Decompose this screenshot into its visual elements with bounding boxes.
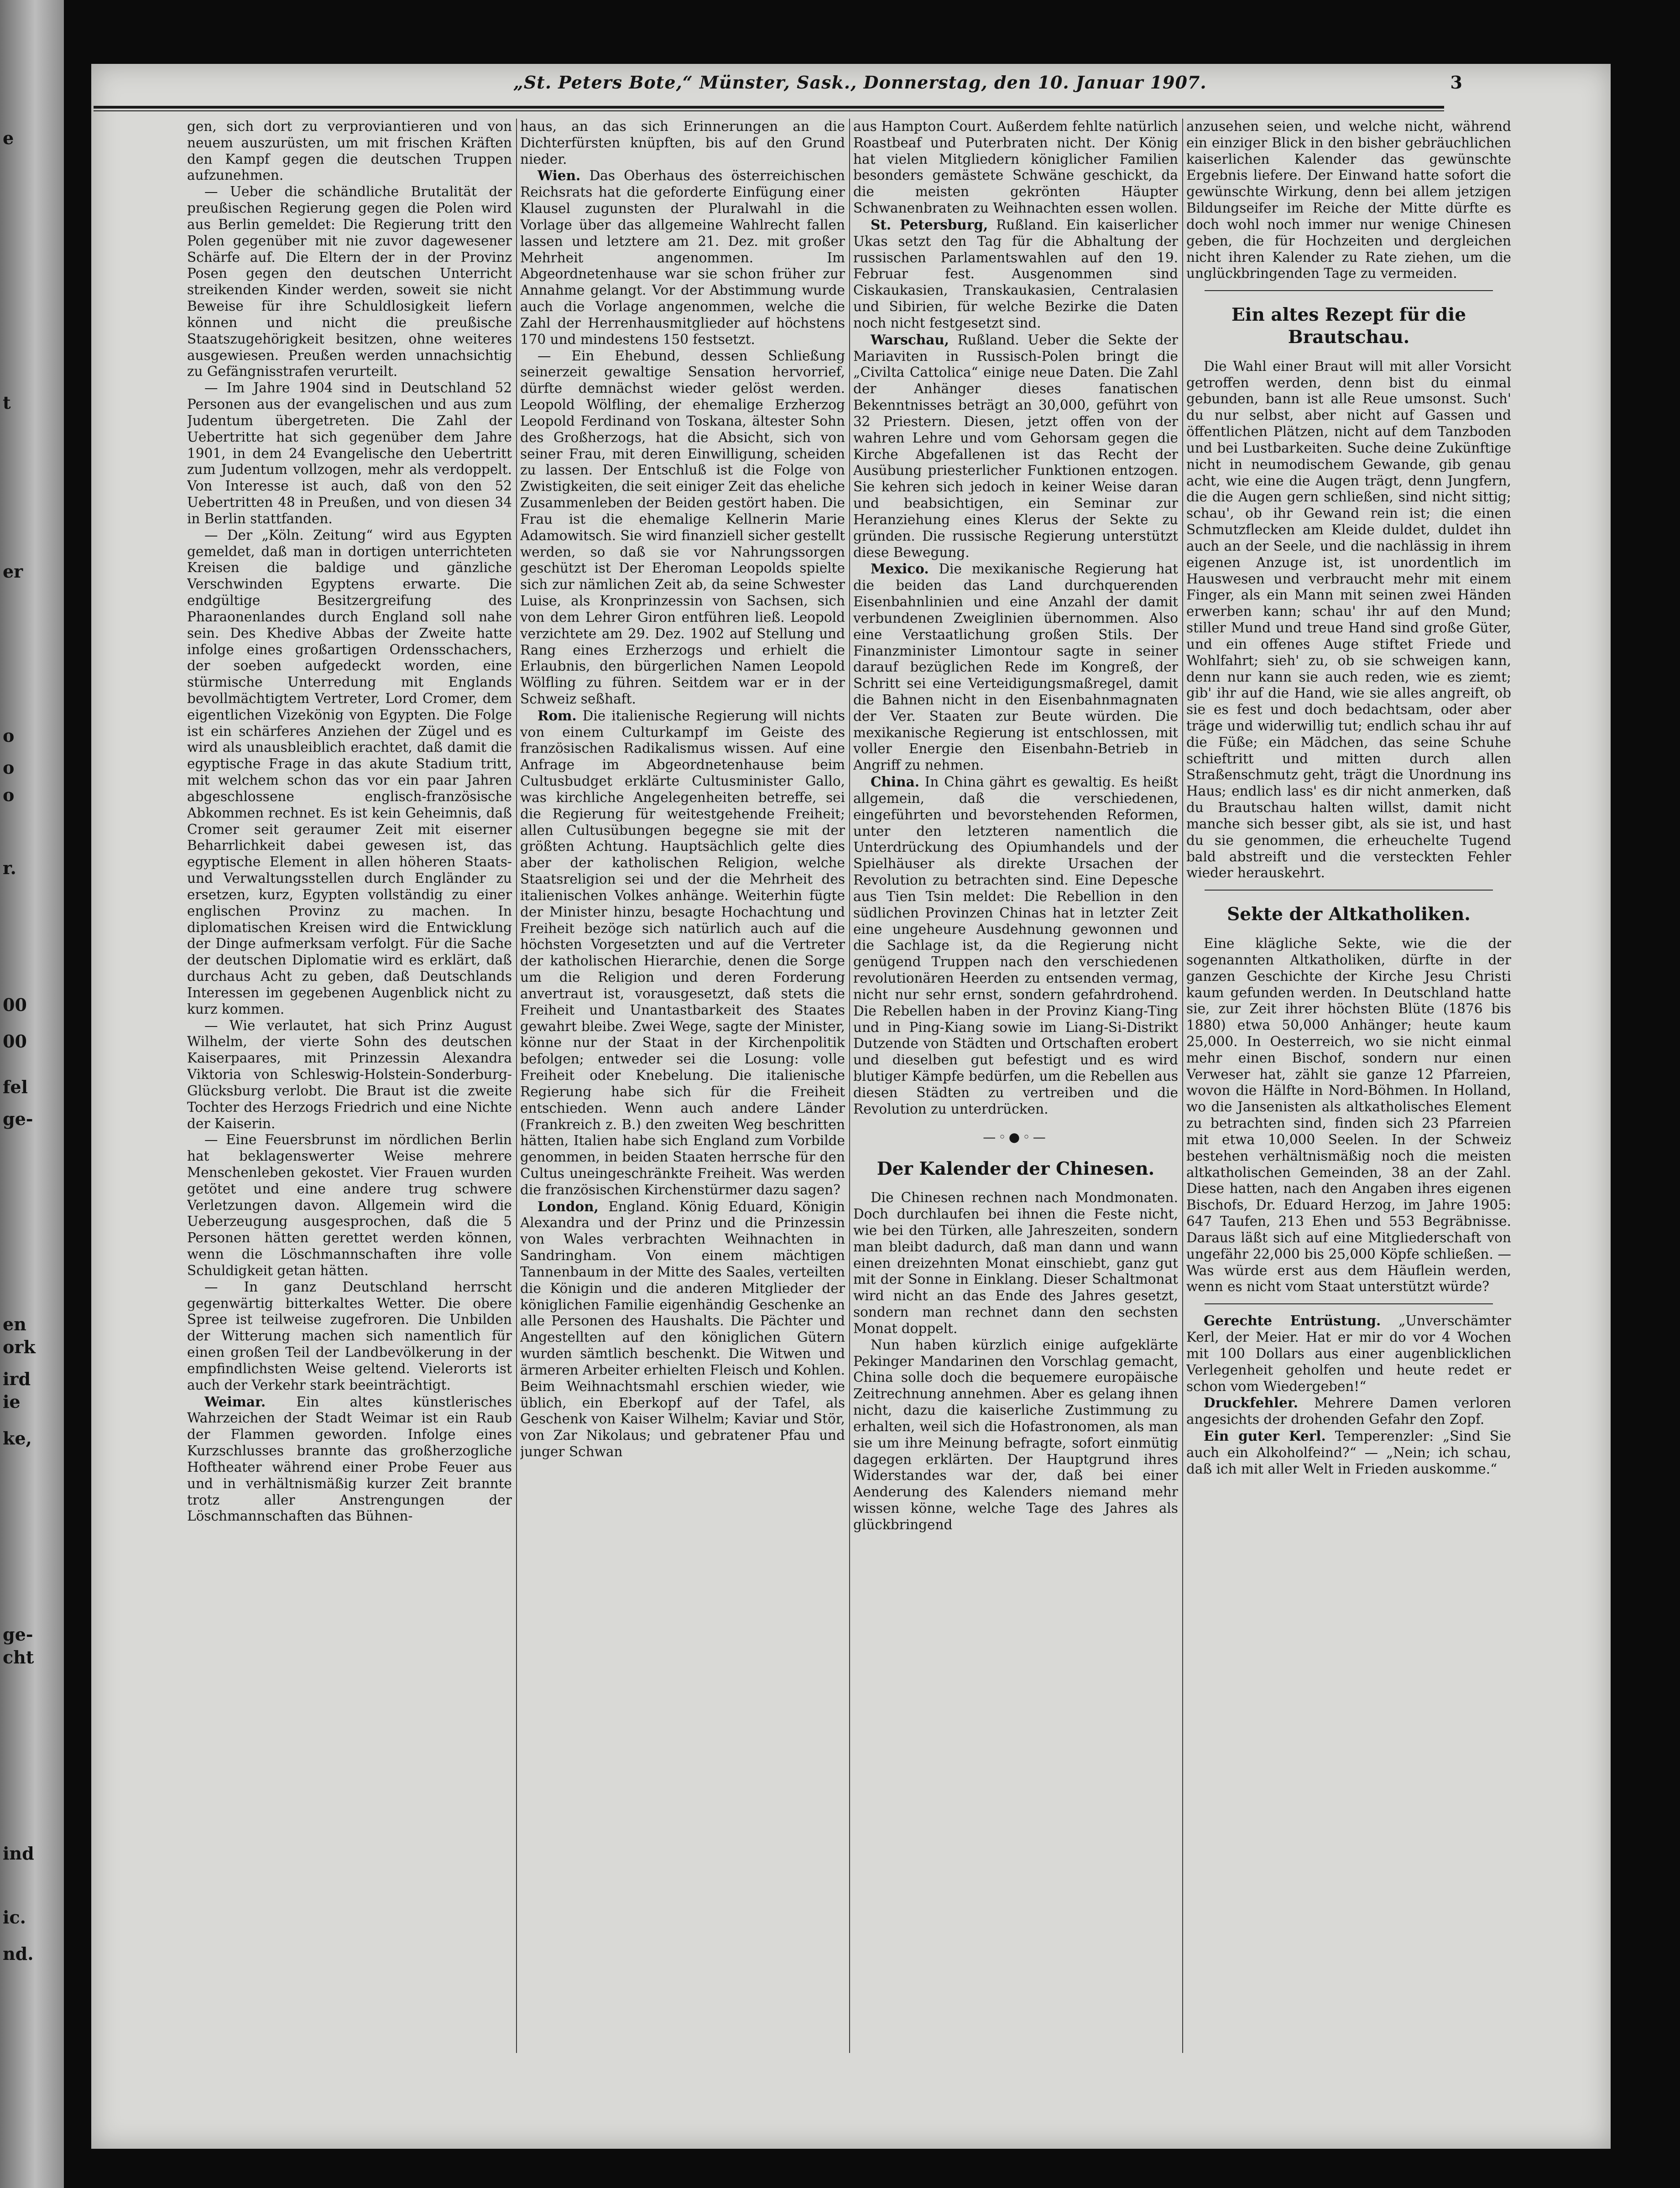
article-heading: Sekte der Altkatholiken. <box>1227 904 1471 925</box>
article-paragraph <box>853 561 1178 774</box>
prev-fragment: o <box>3 725 15 746</box>
prev-fragment: r. <box>3 858 16 878</box>
article-text: Rußland. Ueber die Sekte der Mariaviten in Russisch-Polen bringt die „Civilta Cattolica“ einige neue Daten. Die Zahl der Anhänger dieses fanatischen Bekenntnisses beträgt an 30,000, geführt von 32 Priestern. Diesen, jetzt offen von der wahren Lehre und vom Gehorsam gegen die Kirche Abgefallenen ist das Recht der Ausübung priesterlicher Funktionen entzogen. Sie kehren sich jedoch in keiner Weise daran und beabsichtigen, ein Seminar zur Heranziehung eines Klerus der Sekte zu gründen. Die russische Regierung unterstützt diese Bewegung. <box>853 332 1178 560</box>
article-paragraph: — In ganz Deutschland herrscht gegenwärtig bitterkaltes Wetter. Die obere Spree ist teilweise zugefroren. Die Unbilden der Witterung machen sich namentlich für einen großen Teil der Landbevölkerung in der empfindlichsten Weise geltend. Vielerorts ist auch der Verkehr stark beeinträchtigt. <box>187 1279 512 1393</box>
prev-fragment: en <box>3 1314 26 1334</box>
article-text: Die italienische Regierung will nichts von einem Culturkampf im Geiste des französischen Radikalismus wissen. Auf eine Anfrage im Abgeordnetenhause beim Cultusbudget erklärte Cultusminister Gallo, was kirchliche Angelegenheiten betreffe, sei die Regierung für weitestgehende Freiheit; allen Cultusübungen begegne sie mit der größten Achtung. Hauptsächlich gelte dies aber der katholischen Religion, welche Staatsreligion sei und der die Mehrheit des italienischen Volkes anhänge. Weiterhin fügte der Minister hinzu, besagte Hochachtung und Freiheit bezöge sich natürlich auch auf die höchsten Vorgesetzten und auf die Vertreter der katholischen Hierarchie, denen die Sorge um die Religion und deren Forderung anvertraut ist, vorausgesetzt, daß stets die Freiheit und Unantastbarkeit des Staates gewahrt bleibe. Zwei Wege, sagte der Minister, könne nur der Staat in der Kirchenpolitik befolgen; entweder sei die Losung: volle Freiheit oder Knebelung. Die italienische Regierung habe sich für die Freiheit entschieden. Wenn auch andere Länder (Frankreich z. B.) den zweiten Weg beschritten hätten, Italien habe sich England zum Vorbilde genommen, in beiden Staaten herrsche für den Cultus uneingeschränkte Freiheit. Was werden die französischen Kirchenstürmer dazu sagen? <box>520 708 845 1198</box>
prev-fragment: ind <box>3 1843 34 1864</box>
prev-fragment: 00 <box>3 995 27 1015</box>
column-4 <box>1186 119 1511 2053</box>
article-paragraph: Eine klägliche Sekte, wie die der sogenannten Altkatholiken, dürfte in der ganzen Geschichte der Kirche Jesu Christi kaum gefunden werden. In Deutschland hatte sie, zur Zeit ihrer höchsten Blüte (1876 bis 1880) etwa 50,000 Anhänger; heute kaum 25,000. In Oesterreich, wo sie nicht einmal mehr einen Bischof, sondern nur einen Verweser hat, zählt sie ganze 12 Pfarreien, wovon die Hälfte in Nord-Böhmen. In Holland, wo die Jansenisten als altkatholisches Element zu betrachten sind, finden sich 23 Pfarreien mit etwa 10,000 Seelen. In der Schweiz bestehen verhältnismäßig noch die meisten altkatholischen Gemeinden, 38 an der Zahl. Diese hatten, nach den Angaben ihres eigenen Bischofs, Dr. Eduard Herzog, im Jahre 1905: 647 Taufen, 213 Ehen und 553 Begräbnisse. Daraus läßt sich auf eine Mitgliederschaft von ungefähr 22,000 bis 25,000 Köpfe schließen. — Was würde erst aus dem Häuflein werden, wenn es nicht vom Staat unterstützt würde? <box>1186 936 1511 1295</box>
article-text: Die mexikanische Regierung hat die beiden das Land durchquerenden Eisenbahnlinien und eine Anzahl der damit verbundenen Zweiglinien übernommen. Also eine Verstaatlichung großen Stils. Der Finanzminister Limontour sagte in seiner darauf bezüglichen Rede im Kongreß, der Schritt sei eine Verteidigungsmaßregel, damit die Bahnen nicht in den Eisenbahnmagnaten der Ver. Staaten zur Beute würden. Die mexikanische Regierung ist entschlossen, mit voller Energie den Eisenbahn-Betrieb in Angriff zu nehmen. <box>853 561 1178 773</box>
article-paragraph <box>520 708 845 1198</box>
article-heading: Der Kalender der Chinesen. <box>877 1158 1155 1179</box>
article-paragraph <box>853 774 1178 1117</box>
prev-fragment: er <box>3 561 23 582</box>
article-text: Ein altes künstlerisches Wahrzeichen der Stadt Weimar ist ein Raub der Flammen geworden. Infolge eines Kurzschlusses brannte das großherzogliche Hoftheater während einer Probe Feuer aus und in verhältnismäßig kurzer Zeit brannte trotz aller Anstrengungen der Löschmannschaften das Bühnen- <box>187 1394 512 1524</box>
ornament-divider: —◦●◦— <box>983 1129 1049 1145</box>
article-paragraph: aus Hampton Court. Außerdem fehlte natürlich Roastbeaf und Puterbraten nicht. Der König hat vielen Mitgliedern königlicher Familien besonders gemästete Schwäne geschickt, da die meisten gekrönten Häupter Schwanenbraten zu Weihnachten essen wollen. <box>853 119 1178 216</box>
dateline: Rom. <box>537 707 577 724</box>
prev-fragment: ke, <box>3 1428 32 1448</box>
article-paragraph: — Der „Köln. Zeitung“ wird aus Egypten gemeldet, daß man in dortigen unterrichteten Kreisen die baldige und gänzliche Verschwinden Egyptens erwarte. Die endgültige Besitzergreifung des Pharaonenlandes durch England soll nahe sein. Des Khedive Abbas der Zweite hatte infolge eines großartigen Ordensschachers, der soeben aufgedeckt worden, eine stürmische Unterredung mit Englands bevollmächtigtem Vertreter, Lord Cromer, dem eigentlichen Vizekönig von Egypten. Die Folge ist ein schärferes Anziehen der Zügel und es wird als unausbleiblich erachtet, daß damit die egyptische Frage in das akute Stadium tritt, mit welchem schon das vor ein paar Jahren abgeschlossene englisch-französische Abkommen rechnet. Es ist kein Geheimnis, daß Cromer seit geraumer Zeit mit eiserner Beharrlichkeit dabei gewesen ist, das egyptische Element in allen höheren Staats- und Verwaltungsstellen durch Engländer zu ersetzen, kurz, Egypten vollständig zu einer englischen Provinz zu machen. In diplomatischen Kreisen wird die Entwicklung der Dinge aufmerksam verfolgt. Für die Sache der deutschen Diplomatie wird es erklärt, daß durchaus Acht zu geben, daß Deutschlands Interessen im gegebenen Augenblick nicht zu kurz kommen. <box>187 527 512 1017</box>
article-paragraph: — Eine Feuersbrunst im nördlichen Berlin hat beklagenswerter Weise mehrere Menschenleben gekostet. Vier Frauen wurden getötet und eine andere trug schwere Verletzungen davon. Allgemein wird die Ueberzeugung ausgesprochen, daß die 5 Personen hätten gerettet werden können, wenn die Löschmannschaften ihre volle Schuldigkeit getan hätten. <box>187 1132 512 1278</box>
article-paragraph: haus, an das sich Erinnerungen an die Dichterfürsten knüpften, bis auf den Grund nieder. <box>520 119 845 167</box>
joke-title: Ein guter Kerl. <box>1204 1428 1326 1444</box>
prev-fragment: ic. <box>3 1907 26 1928</box>
column-separator <box>849 119 850 2053</box>
article-paragraph <box>520 1198 845 1460</box>
article-paragraph: — Ein Ehebund, dessen Schließung seinerzeit gewaltige Sensation hervorrief, dürfte demnächst wieder gelöst werden. Leopold Wölfling, der ehemalige Erzherzog Leopold Ferdinand von Toskana, ältester Sohn des Großherzogs, hat die Absicht, sich von seiner Frau, mit deren Einwilligung, scheiden zu lassen. Der Entschluß ist die Folge von Zwistigkeiten, die seit einiger Zeit das eheliche Zusammenleben der Beiden gestört haben. Die Frau ist die ehemalige Kellnerin Marie Adamowitsch. Sie wird finanziell sicher gestellt werden, so daß sie vor Nahrungssorgen geschützt ist Der Eheroman Leopolds spielte sich zur nämlichen Zeit ab, da seine Schwester Luise, als Kronprinzessin von Sachsen, sich von dem Lehrer Giron entführen ließ. Leopold verzichtete am 29. Dez. 1902 auf Stellung und Rang eines Erzherzogs und erhielt die Erlaubnis, den bürgerlichen Namen Leopold Wölfling zu führen. Seitdem war er in der Schweiz seßhaft. <box>520 348 845 707</box>
column-3 <box>853 119 1178 2053</box>
article-paragraph: anzusehen seien, und welche nicht, während ein einziger Blick in den bisher gebräuchlichen kaiserlichen Kalender das gewünschte Ergebnis liefere. Der Einwand hatte sofort die gewünschte Wirkung, denn bei allem jetzigen Bildungseifer im Reiche der Mitte dürfte es doch wohl noch immer nur wenige Chinesen geben, die für Hochzeiten und dergleichen nicht ihren Kalender zu Rate ziehen, um die unglückbringenden Tage zu vermeiden. <box>1186 119 1511 281</box>
dateline: London, <box>537 1198 599 1214</box>
prev-fragment: nd. <box>3 1943 34 1964</box>
prev-fragment: e <box>3 128 14 148</box>
prev-fragment: 00 <box>3 1031 27 1052</box>
article-paragraph: gen, sich dort zu verproviantieren und von neuem auszurüsten, um mit frischen Kräften den Kampf gegen die deutschen Truppen aufzunehmen. <box>187 119 512 183</box>
prev-fragment: ge- <box>3 1109 33 1129</box>
article-text: England. König Eduard, Königin Alexandra und der Prinz und die Prinzessin von Wales verbrachten Weihnachten in Sandringham. Von einem mächtigen Tannenbaum in der Mitte des Saales, verteilten die Königin und die anderen Mitglieder der königlichen Familie eigenhändig Geschenke an alle Personen des Haushalts. Die Pächter und Angestellten auf den königlichen Gütern wurden sämtlich beschenkt. Die Witwen und ärmeren Arbeiter erhielten Fleisch und Kohlen. Beim Weihnachtsmahl erschien wieder, wie üblich, ein Eberkopf auf der Tafel, als Geschenk von Kaiser Wilhelm; Kaviar und Stör, von Zar Nikolaus; und gebratener Pfau und junger Schwan <box>520 1198 845 1460</box>
dateline: Warschau, <box>871 331 950 348</box>
previous-page-edge <box>0 0 64 2188</box>
page-number: 3 <box>1450 72 1462 93</box>
dateline: Mexico. <box>871 561 929 577</box>
article-paragraph: — Ueber die schändliche Brutalität der preußischen Regierung gegen die Polen wird aus Berlin gemeldet: Die Regierung tritt den Polen gegenüber mit nie zuvor dagewesener Schärfe auf. Die Eltern der in der Provinz Posen gegen den deutschen Unterricht streikenden Kinder werden, soweit sie nicht Beweise für ihre Schuldlosigkeit liefern können und nicht die preußische Staatszugehörigkeit besitzen, ohne weiteres ausgewiesen. Preußen werden unnachsichtig zu Gefängnisstrafen verurteilt. <box>187 184 512 380</box>
article-paragraph: Die Chinesen rechnen nach Mondmonaten. Doch durchlaufen bei ihnen die Feste nicht, wie bei den Türken, alle Jahreszeiten, sondern man bleibt dadurch, daß man dann und wann einen dreizehnten Monat einschiebt, ganz gut mit der Sonne in Einklang. Dieser Schaltmonat wird nicht an das Ende des Jahres gesetzt, sondern man rechnet dann den sechsten Monat doppelt. <box>853 1190 1178 1336</box>
prev-fragment: cht <box>3 1647 34 1667</box>
dateline: Weimar. <box>204 1393 266 1410</box>
page-header <box>94 68 1462 105</box>
article-text: Das Oberhaus des österreichischen Reichsrats hat die geforderte Einfügung einer Klausel zugunsten der Pluralwahl in die Vorlage über das allgemeine Wahlrecht fallen lassen und letztere am 21. Dez. mit großer Mehrheit angenommen. Im Abgeordnetenhause war sie schon früher zur Annahme gelangt. Vor der Abstimmung wurde auch die Vorlage angenommen, welche die Zahl der Herrenhausmitglieder auf höchstens 170 und mindestens 150 festsetzt. <box>520 168 845 347</box>
article-paragraph <box>853 217 1178 332</box>
masthead-line: „St. Peters Bote,“ Münster, Sask., Donnerstag, den 10. Januar 1907. <box>513 72 1207 93</box>
prev-fragment: ge- <box>3 1624 33 1645</box>
prev-fragment: t <box>3 392 11 413</box>
column-separator <box>1182 119 1183 2053</box>
article-paragraph: — Wie verlautet, hat sich Prinz August Wilhelm, der vierte Sohn des deutschen Kaiserpaares, mit Prinzessin Alexandra Viktoria von Schleswig-Holstein-Sonderburg-Glücksburg verlobt. Die Braut ist die zweite Tochter des Herzogs Friedrich und eine Nichte der Kaiserin. <box>187 1017 512 1131</box>
prev-fragment: ie <box>3 1391 21 1412</box>
article-paragraph <box>520 167 845 348</box>
joke-paragraph <box>1186 1313 1511 1395</box>
prev-fragment: o <box>3 785 15 805</box>
joke-title: Gerechte Entrüstung. <box>1204 1313 1381 1329</box>
section-rule <box>1205 890 1493 891</box>
joke-title: Druckfehler. <box>1204 1395 1298 1411</box>
article-paragraph <box>187 1394 512 1525</box>
column-separator <box>516 119 517 2053</box>
prev-fragment: ird <box>3 1369 31 1389</box>
column-2 <box>520 119 845 2053</box>
article-paragraph: Nun haben kürzlich einige aufgeklärte Pekinger Mandarinen den Vorschlag gemacht, China solle doch die bequemere europäische Zeitrechnung annehmen. Aber es gelang ihnen nicht, dazu die kaiserliche Zustimmung zu erhalten, weil sich die Hofastronomen, als man sie um ihre Meinung befragte, sofort einmütig dagegen erklärten. Der Hauptgrund ihres Widerstandes war der, daß bei einer Aenderung des Kalenders niemand mehr wissen könne, welche Tage des Jahres als glückbringend <box>853 1337 1178 1532</box>
article-paragraph: — Im Jahre 1904 sind in Deutschland 52 Personen aus der evangelischen und aus zum Judentum übergetreten. Die Zahl der Uebertritte hat sich gegenüber dem Jahre 1901, in dem 24 Evangelische den Uebertritt zum Judentum vollzogen, mehr als verdoppelt. Von Interesse ist auch, daß von den 52 Uebertritten 48 in Preußen, und von diesen 34 in Berlin stattfanden. <box>187 380 512 526</box>
section-rule <box>1205 1303 1493 1304</box>
joke-text: „Unverschämter Kerl, der Meier. Hat er mir do vor 4 Wochen mit 100 Dollars aus einer augenblicklichen Verlegenheit geholfen und heute redet er schon vom Wiedergeben!“ <box>1186 1313 1511 1394</box>
dateline: China. <box>871 774 919 790</box>
article-text: Rußland. Ein kaiserlicher Ukas setzt den Tag für die Abhaltung der russischen Parlamentswahlen auf den 19. Februar fest. Ausgenommen sind Ciskaukasien, Transkaukasien, Centralasien und Sibirien, für welche Bezirke die Daten noch nicht festgesetzt sind. <box>853 217 1178 331</box>
article-text: In China gährt es gewaltig. Es heißt allgemein, daß die verschiedenen, eingeführten und bevorstehenden Reformen, unter den letzteren namentlich die Unterdrückung des Opiumhandels und der Spielhäuser als direkte Ursachen der Revolution zu betrachten sind. Eine Depesche aus Tien Tsin meldet: Die Rebellion in den südlichen Provinzen Chinas hat in letzter Zeit eine ungeheure Ausdehnung gewonnen und die Sachlage ist, da die Regierung nicht genügend Truppen nach den verschiedenen revolutionären Heerden zu entsenden vermag, nicht nur sehr ernst, sondern gefahrdrohend. Die Rebellen haben in der Provinz Kiang-Ting und in Ping-Kiang sowie im Liang-Si-Distrikt Dutzende von Städten und Ortschaften erobert und dieselben gut befestigt und es wird blutiger Kämpfe bedürfen, um die Rebellen aus diesen Städten zu vertreiben und die Revolution zu unterdrücken. <box>853 774 1178 1117</box>
header-rule <box>94 106 1444 109</box>
header-rule-thin <box>94 110 1444 111</box>
prev-fragment: ork <box>3 1337 36 1357</box>
dateline: St. Petersburg, <box>871 216 988 233</box>
joke-text: Mehrere Damen verloren angesichts der drohenden Gefahr den Zopf. <box>1186 1395 1511 1427</box>
section-rule <box>1205 290 1493 291</box>
article-paragraph: Die Wahl einer Braut will mit aller Vorsicht getroffen werden, denn bist du einmal gebunden, bann ist alle Reue umsonst. Such' du nur selbst, aber nicht auf Gassen und öffentlichen Plätzen, nicht auf dem Tanzboden und bei Lustbarkeiten. Suche deine Zukünftige nicht in neumodischem Gewande, gib genau acht, wie eine die Augen trägt, denn Jungfern, die die Augen gern schließen, sind nicht sittig; schau', ob ihr Gewand rein ist; die einen Schmutzflecken am Kleide duldet, duldet ihn auch an der Seele, und die nachlässig in ihrem eigenen Anzuge ist, ist unordentlich im Hauswesen und verbraucht mehr mit einem Finger, als ein Mann mit seinen zwei Händen erwerben kann; schau' ihr auf den Mund; stiller Mund und treue Hand sind große Güter, und ein offenes Auge stiftet Friede und Wohlfahrt; sieh' zu, ob sie schweigen kann, denn nur kann sie auch reden, wie es ziemt; gib' ihr auf die Hand, wie sie alles angreift, ob sie es fest und doch bedachtsam, oder aber träge und widerwillig tut; endlich schau ihr auf die Füße; ein Mädchen, das seine Schuhe schieftritt und mitten durch allen Straßenschmutz geht, trägt die Unordnung ins Haus; endlich lass' es dir nicht anmerken, daß du Brautschau halten willst, damit nicht manche sich besser gibt, als sie ist, und hast du sie genommen, die erheuchelte Tugend bald abstreift und die versteckten Fehler wieder herauskehrt. <box>1186 358 1511 881</box>
prev-fragment: fel <box>3 1077 28 1097</box>
joke-text: Temperenzler: „Sind Sie auch ein Alkoholfeind?“ — „Nein; ich schau, daß ich mit aller Welt in Frieden auskomme.“ <box>1186 1428 1511 1477</box>
prev-fragment: o <box>3 757 15 778</box>
dateline: Wien. <box>537 167 581 184</box>
column-1 <box>187 119 512 2053</box>
article-paragraph <box>853 332 1178 561</box>
joke-paragraph <box>1186 1395 1511 1428</box>
article-heading: Ein altes Rezept für die Brautschau. <box>1231 304 1466 348</box>
joke-paragraph <box>1186 1428 1511 1477</box>
